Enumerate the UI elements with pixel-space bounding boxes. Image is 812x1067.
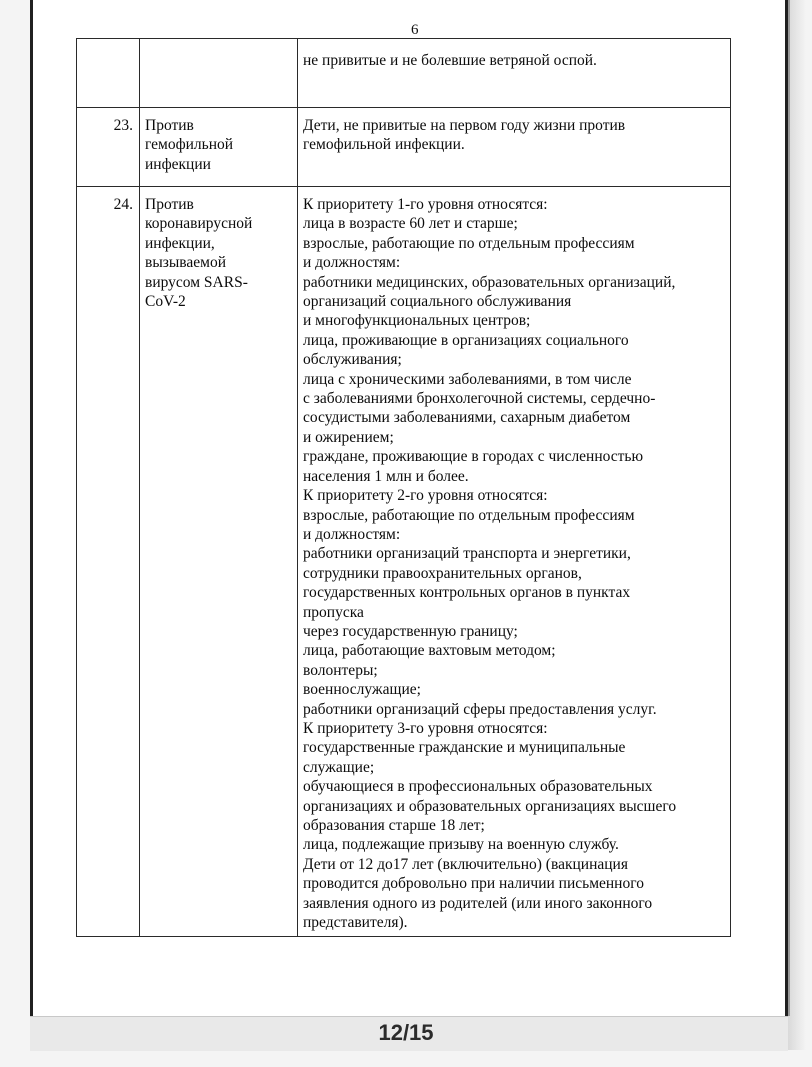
target-group-line: обслуживания; (303, 351, 402, 369)
target-group-line: заявления одного из родителей (или иного законного (303, 894, 653, 912)
infection-name-line: гемофильной (145, 136, 234, 154)
target-group-line: взрослые, работающие по отдельным профессиям (303, 506, 635, 524)
target-group-line: и должностям: (303, 254, 401, 272)
target-group-line: образования старше 18 лет; (303, 817, 485, 834)
target-group-line: служащие; (303, 758, 375, 776)
target-group-line: лица, работающие вахтовым методом; (303, 642, 556, 660)
target-group-line: представителя). (303, 914, 408, 932)
row-number: 23. (77, 108, 140, 187)
infection-name-line: инфекции, (145, 234, 215, 252)
page-indicator: 12/15 (378, 1020, 434, 1045)
infection-name-line: Против (145, 117, 194, 134)
target-group-line: К приоритету 2-го уровня относятся: (303, 487, 548, 505)
target-group-line: сосудистыми заболеваниями, сахарным диабетом (303, 409, 631, 427)
target-group-line: не привитые и не болевшие ветряной оспой. (303, 52, 597, 69)
page-number: 6 (411, 22, 419, 38)
target-group-line: проводится добровольно при наличии письменного (303, 875, 644, 893)
table-row (77, 187, 731, 937)
target-group-line: и ожирением; (303, 428, 394, 446)
target-group-line: государственных контрольных органов в пунктах (303, 584, 631, 602)
target-group-line: работники медицинских, образовательных организаций, (303, 273, 676, 291)
target-group-line: пропуска (303, 603, 364, 621)
target-group-line: Дети от 12 до17 лет (включительно) (вакцинация (303, 855, 628, 873)
target-group-line: волонтеры; (303, 661, 378, 679)
target-group-line: организаций социального обслуживания (303, 293, 572, 311)
target-group-line: граждане, проживающие в городах с численностью (303, 448, 644, 466)
infection-name-line: инфекции (145, 155, 211, 173)
row-number: 24. (77, 187, 140, 937)
infection-name-line: Против (145, 196, 194, 213)
target-group-line: обучающиеся в профессиональных образовательных (303, 778, 653, 796)
target-group-line: работники организаций транспорта и энергетики, (303, 545, 631, 563)
target-group-line: государственные гражданские и муниципальные (303, 739, 626, 757)
infection-name-line: вызываемой (145, 254, 226, 272)
target-group-line: военнослужащие; (303, 681, 421, 699)
target-group-line: К приоритету 1-го уровня относятся: (303, 196, 548, 213)
target-group-cell (298, 108, 731, 187)
target-group-line: лица, подлежащие призыву на военную службу. (303, 836, 619, 854)
target-group-cell (298, 39, 731, 108)
target-group-line: сотрудники правоохранительных органов, (303, 564, 582, 582)
target-group-line: гемофильной инфекции. (303, 136, 465, 154)
table-row (77, 39, 731, 108)
target-group-line: населения 1 млн и более. (303, 467, 469, 485)
target-group-line: лица с хроническими заболеваниями, в том числе (303, 370, 632, 388)
target-group-line: с заболеваниями бронхолегочной системы, сердечно- (303, 390, 656, 408)
infection-name-line: коронавирусной (145, 215, 253, 233)
vaccination-table (76, 38, 731, 937)
table-row (77, 108, 731, 187)
infection-name-line: CoV-2 (145, 293, 186, 311)
target-group-line: лица в возрасте 60 лет и старше; (303, 215, 518, 233)
target-group-line: лица, проживающие в организациях социального (303, 331, 629, 349)
target-group-line: взрослые, работающие по отдельным профессиям (303, 234, 635, 252)
infection-name-cell (140, 187, 298, 937)
infection-name-cell (140, 39, 298, 108)
target-group-line: Дети, не привитые на первом году жизни против (303, 117, 626, 134)
target-group-line: К приоритету 3-го уровня относятся: (303, 719, 548, 737)
target-group-line: и многофункциональных центров; (303, 312, 531, 330)
infection-name-line: вирусом SARS- (145, 273, 248, 291)
infection-name-cell (140, 108, 298, 187)
target-group-line: и должностям: (303, 525, 401, 543)
target-group-line: организациях и образовательных организациях высшего (303, 797, 677, 815)
target-group-line: работники организаций сферы предоставления услуг. (303, 700, 657, 718)
target-group-cell (298, 187, 731, 937)
target-group-line: через государственную границу; (303, 622, 518, 640)
row-number (77, 39, 140, 108)
